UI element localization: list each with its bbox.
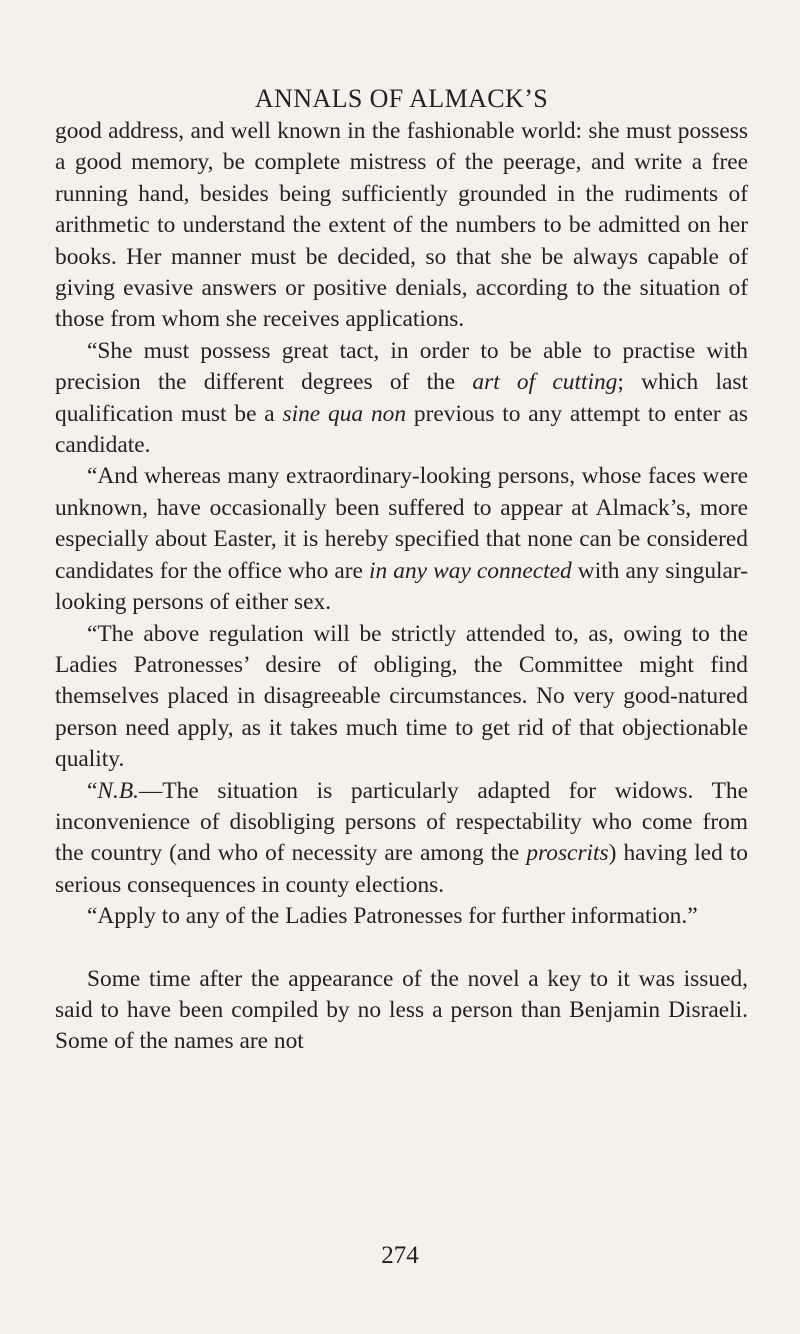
text-run: ; which last qualification must be a — [55, 369, 748, 427]
text-run: with any singular-looking persons of either sex. — [55, 557, 748, 616]
paragraph — [55, 461, 748, 618]
text-run: “Apply to any of the Ladies Patronesses for further information.” — [87, 903, 698, 930]
text-run: good address, and well known in the fashionable world: she must possess a good memory, be complete mistress of the peerage, and write a free running hand, besides being sufficiently grounded in the rudiments of arithmetic to understand the extent of the numbers to be admitted on her books. Her manner must be decided, so that she be always capable of giving evasive answers or positive denials, according to the situation of those from whom she receives applications. — [55, 118, 748, 333]
text-run: previous to any attempt to enter as candidate. — [55, 400, 748, 459]
page-number: 274 — [381, 1242, 419, 1269]
text-run: —The situation is particularly adapted for widows. The inconvenience of disobliging persons of respectability who come from the country (and who of necessity are among the — [55, 777, 748, 867]
paragraph — [55, 964, 748, 1058]
italic-text: proscrits — [526, 840, 609, 867]
text-run: “And whereas many extraordinary-looking persons, whose faces were unknown, have occasionally been suffered to appear at Almack’s, more especially about Easter, it is hereby specified that none can be considered candidates for the office who are — [55, 463, 748, 584]
italic-text: in any way connected — [369, 557, 572, 584]
paragraph — [55, 619, 748, 776]
text-run: ) having led to serious consequences in county elections. — [55, 840, 749, 898]
text-run: Some time after the appearance of the novel a key to it was issued, said to have been compiled by no less a person than Benjamin Disraeli. Some of the names are not — [55, 965, 748, 1055]
running-head: ANNALS OF ALMACK’S — [254, 84, 549, 113]
paragraph — [55, 776, 748, 902]
text-run: “ — [87, 777, 98, 804]
paragraph — [55, 901, 748, 932]
paragraph — [55, 336, 748, 462]
body-text — [55, 116, 748, 1058]
italic-text: N.B. — [97, 777, 139, 804]
italic-text: sine qua non — [282, 400, 407, 427]
italic-text: art of cutting — [472, 369, 618, 396]
text-run: “The above regulation will be strictly attended to, as, owing to the Ladies Patronesses’ desire of obliging, the Committee might find themselves placed in disagreeable circumstances. No very good-natured person need apply, as it takes much time to get rid of that objectionable quality. — [55, 620, 748, 773]
paragraph — [55, 116, 748, 336]
text-run: “She must possess great tact, in order to be able to practise with precision the different degrees of the — [55, 337, 748, 396]
